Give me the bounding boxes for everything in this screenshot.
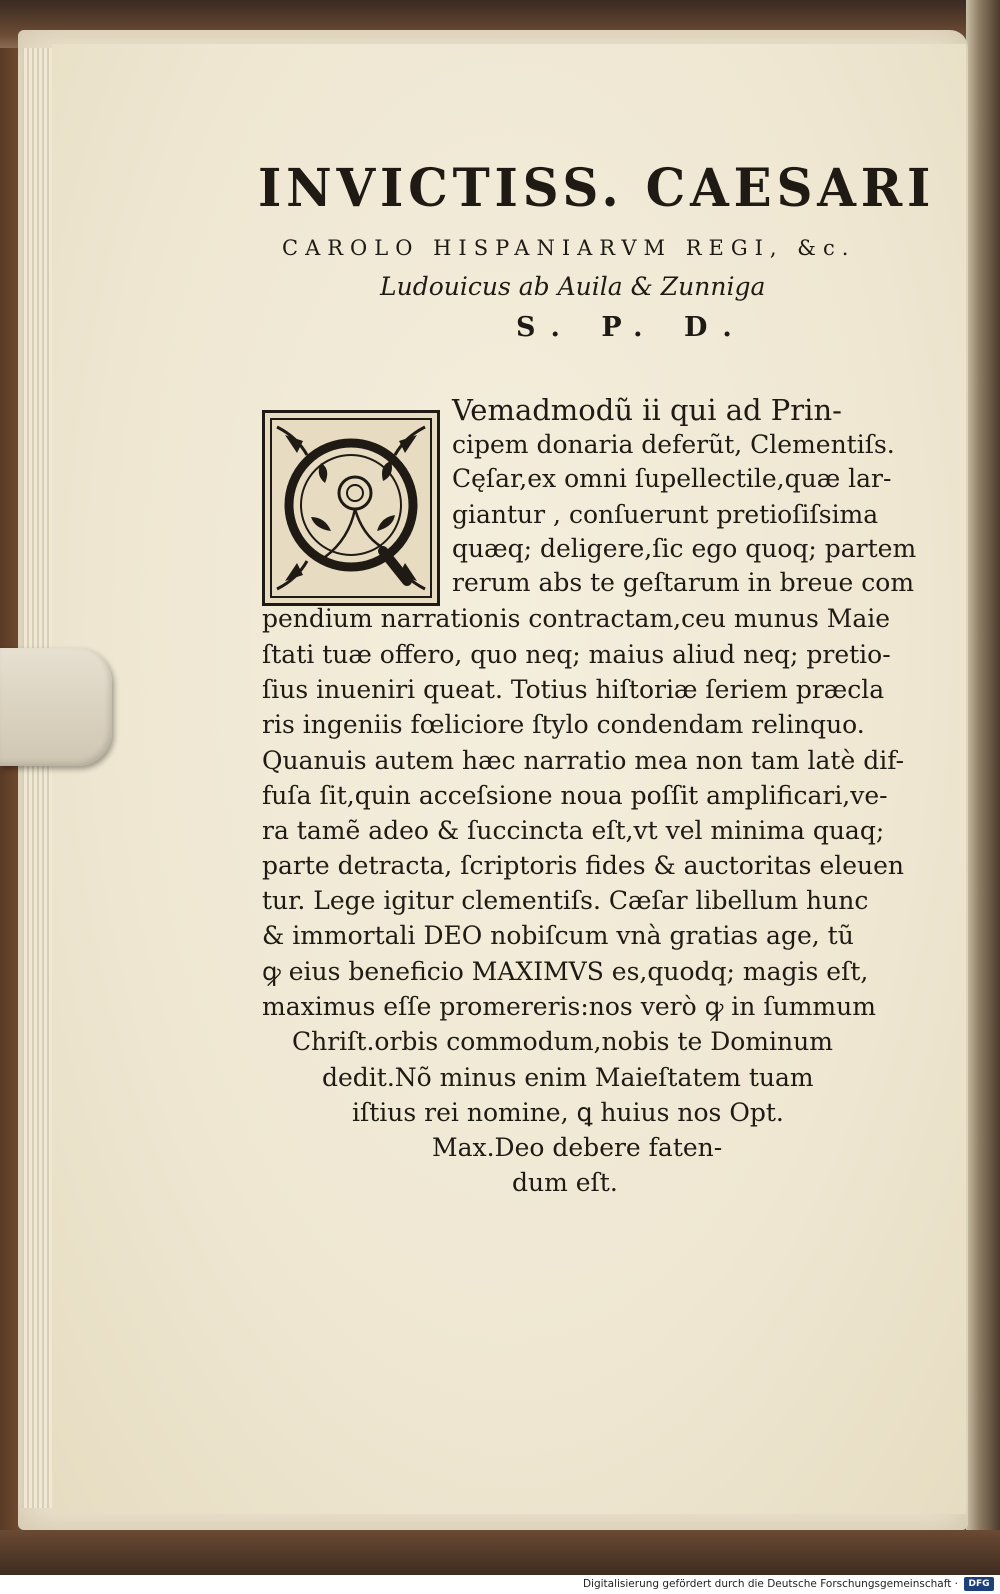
book-cover-bottom xyxy=(0,1530,1000,1575)
body-line: & immortali DEO nobiſcum vnà gratias age, tũ xyxy=(262,921,854,950)
body-line: giantur , conſuerunt pretioſiſsima xyxy=(452,500,879,529)
body-line: iſtius rei nomine, ꝗ huius nos Opt. xyxy=(352,1098,784,1127)
rose-wreath-icon xyxy=(265,413,437,603)
bookmark-clip xyxy=(0,648,112,766)
body-line: ra tamẽ adeo & ſuccincta eſt,vt vel minima quaq; xyxy=(262,816,885,845)
body-line: ſtati tuæ offero, quo neq; maius aliud neq; pretio- xyxy=(262,640,891,669)
body-line: Cęſar,ex omni ſupellectile,quæ lar- xyxy=(452,464,892,493)
body-line: ris ingeniis fœliciore ſtylo condendam relinquo. xyxy=(262,710,865,739)
dedication-subtitle: CAROLO HISPANIARVM REGI, &c. xyxy=(282,236,856,260)
body-line: dum eſt. xyxy=(512,1168,618,1197)
footer-credit: Digitalisierung gefördert durch die Deutsche Forschungsgemeinschaft · xyxy=(582,1578,958,1590)
dfg-logo: DFG xyxy=(964,1577,994,1591)
body-line: parte detracta, ſcriptoris fides & auctoritas eleuen xyxy=(262,851,905,880)
body-line: Vemadmodũ ii qui ad Prin- xyxy=(452,393,842,427)
body-line: quæq; deligere,ſic ego quoq; partem xyxy=(452,534,917,563)
body-line: rerum abs te geſtarum in breue com xyxy=(452,568,915,597)
body-line: Max.Deo debere faten- xyxy=(432,1133,723,1162)
page-title: INVICTISS. CAESARI xyxy=(258,158,936,219)
decorated-initial xyxy=(262,410,440,606)
body-line: Chriſt.orbis commodum,nobis te Dominum xyxy=(292,1027,833,1056)
salutation: S. P. D. xyxy=(516,312,748,343)
body-line: cipem donaria deferũt, Clementiſs. xyxy=(452,430,895,459)
body-line: tur. Lege igitur clementiſs. Cæſar libellum hunc xyxy=(262,886,869,915)
author-line: Ludouicus ab Auila & Zunniga xyxy=(380,272,766,301)
body-line: ſius inueniri queat. Totius hiſtoriæ ſeriem præcla xyxy=(262,675,885,704)
body-line: pendium narrationis contractam,ceu munus Maie xyxy=(262,604,891,633)
book-spine-edge xyxy=(966,0,1000,1594)
digitization-footer xyxy=(0,1575,1000,1594)
book-page xyxy=(52,44,966,1514)
body-line: maximus eſſe promereris:nos verò ꝙ in ſummum xyxy=(262,992,876,1021)
body-line: fuſa ſit,quin acceſsione noua poſſit amplificari,ve- xyxy=(262,781,888,810)
body-line: Quanuis autem hæc narratio mea non tam latè dif- xyxy=(262,746,905,775)
body-line: dedit.Nõ minus enim Maieſtatem tuam xyxy=(322,1063,814,1092)
body-line: ꝙ eius beneficio MAXIMVS es,quodq; magis eſt, xyxy=(262,957,869,986)
